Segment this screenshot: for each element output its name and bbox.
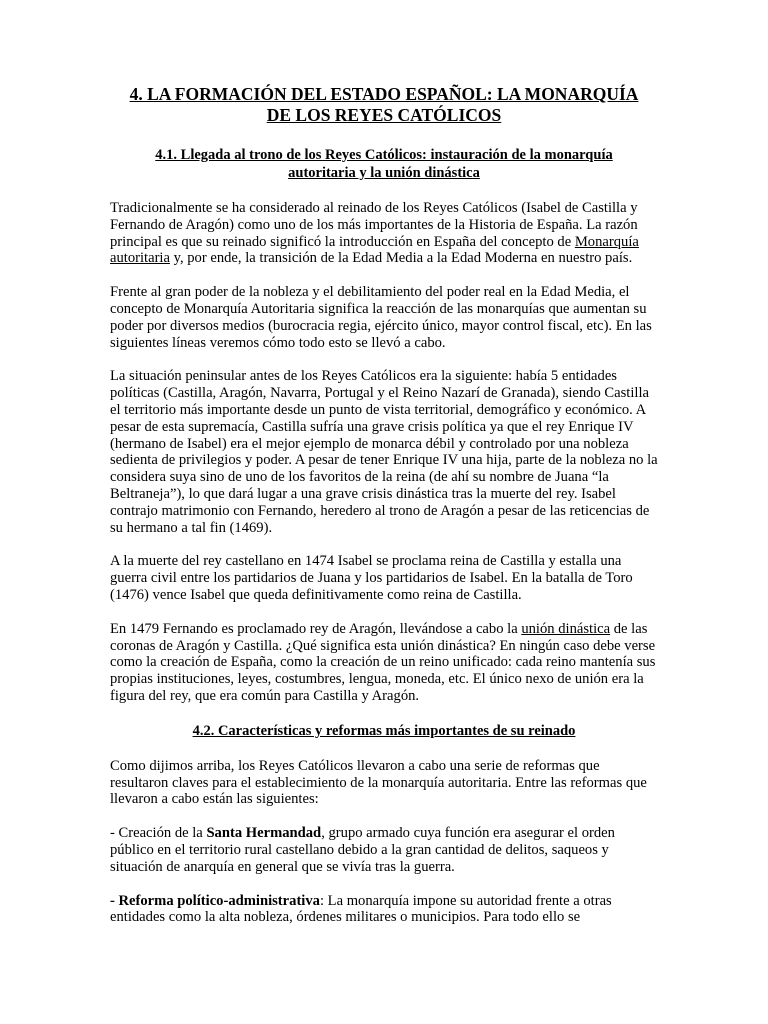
paragraph-text: Tradicionalmente se ha considerado al reinado de los Reyes Católicos (Isabel de Castilla y Fernando de Aragón) como uno de los más importantes de la Historia de España. La razón principal es que su reinado significó la introducción en España del concepto de	[110, 200, 638, 250]
union-dinastica-term: unión dinástica	[521, 620, 611, 637]
section-2-heading: 4.2. Características y reformas más importantes de su reinado	[192, 722, 576, 739]
section-1-paragraph-2: Frente al gran poder de la nobleza y el debilitamiento del poder real en la Edad Media, el concepto de Monarquía Autoritaria significa la reacción de las monarquías que aumentan su poder por diversos medios (burocracia regia, ejército único, mayor control fiscal, etc). En las siguientes líneas veremos cómo todo esto se llevó a cabo.	[110, 284, 652, 351]
paragraph-text: En 1479 Fernando es proclamado rey de Aragón, llevándose a cabo la	[110, 620, 522, 637]
section-1-paragraph-1	[110, 200, 658, 267]
paragraph-text: de las coronas de Aragón y Castilla. ¿Qué significa esta unión dinástica? En ningún caso debe verse como la creación de España, como la creación de un reino unificado: cada reino mantenía sus propias instituciones, leyes, costumbres, lengua, moneda, etc. El único nexo de unión era la figura del rey, que era común para Castilla y Aragón.	[110, 620, 656, 704]
section-1-heading-line-1: 4.1. Llegada al trono de los Reyes Católicos: instauración de la monarquía	[155, 147, 613, 163]
santa-hermandad-term: Santa Hermandad	[206, 825, 322, 842]
section-1-heading	[110, 146, 658, 182]
section-1-heading-line-2: autoritaria y la unión dinástica	[288, 165, 480, 181]
section-2-paragraph-1: Como dijimos arriba, los Reyes Católicos llevaron a cabo una serie de reformas que resultaron claves para el establecimiento de la monarquía autoritaria. Entre las reformas que llevaron a cabo están las siguientes:	[110, 757, 647, 808]
section-1-paragraph-5	[110, 621, 658, 705]
paragraph-text: y, por ende, la transición de la Edad Media a la Edad Moderna en nuestro país.	[169, 250, 633, 267]
section-1-paragraph-4: A la muerte del rey castellano en 1474 Isabel se proclama reina de Castilla y estalla una guerra civil entre los partidarios de Juana y los partidarios de Isabel. En la batalla de Toro (1476) vence Isabel que queda definitivamente como reina de Castilla.	[110, 553, 633, 603]
document-title	[110, 84, 658, 126]
document-page	[110, 84, 658, 943]
title-line-1: 4. LA FORMACIÓN DEL ESTADO ESPAÑOL: LA MONARQUÍA	[129, 84, 639, 104]
section-1-paragraph-3: La situación peninsular antes de los Reyes Católicos era la siguiente: había 5 entidades políticas (Castilla, Aragón, Navarra, Portugal y el Reino Nazarí de Granada), siendo Castilla el territorio más importante desde un punto de vista territorial, demográfico y económico. A pesar de esta supremacía, Castilla sufría una grave crisis política ya que el rey Enrique IV (hermano de Isabel) era el mejor ejemplo de monarca débil y controlado por una nobleza sedienta de privilegios y poder. A pesar de tener Enrique IV una hija, parte de la nobleza no la considera suya sino de uno de los favoritos de la reina (de ahí su nombre de Juana “la Beltraneja”), lo que dará lugar a una grave crisis dinástica tras la muerte del rey. Isabel contrajo matrimonio con Fernando, heredero al trono de Aragón a pesar de las reticencias de su hermano a tal fin (1469).	[110, 368, 658, 536]
item-prefix: - Creación de la	[110, 825, 207, 842]
reform-item-politico-administrativa	[110, 893, 658, 927]
item-text: : La monarquía impone su autoridad frente a otras entidades como la alta nobleza, órdenes militares o municipios. Para todo ello se	[110, 892, 612, 926]
reforma-politico-administrativa-term: - Reforma político-administrativa	[110, 892, 320, 909]
reform-item-santa-hermandad	[110, 825, 658, 875]
item-text: , grupo armado cuya función era asegurar el orden público en el territorio rural castellano debido a la gran cantidad de delitos, saqueos y situación de anarquía en general que se vivía tras la guerra.	[110, 825, 615, 875]
title-line-2: DE LOS REYES CATÓLICOS	[266, 105, 502, 125]
monarquia-autoritaria-term: Monarquía autoritaria	[110, 233, 639, 267]
